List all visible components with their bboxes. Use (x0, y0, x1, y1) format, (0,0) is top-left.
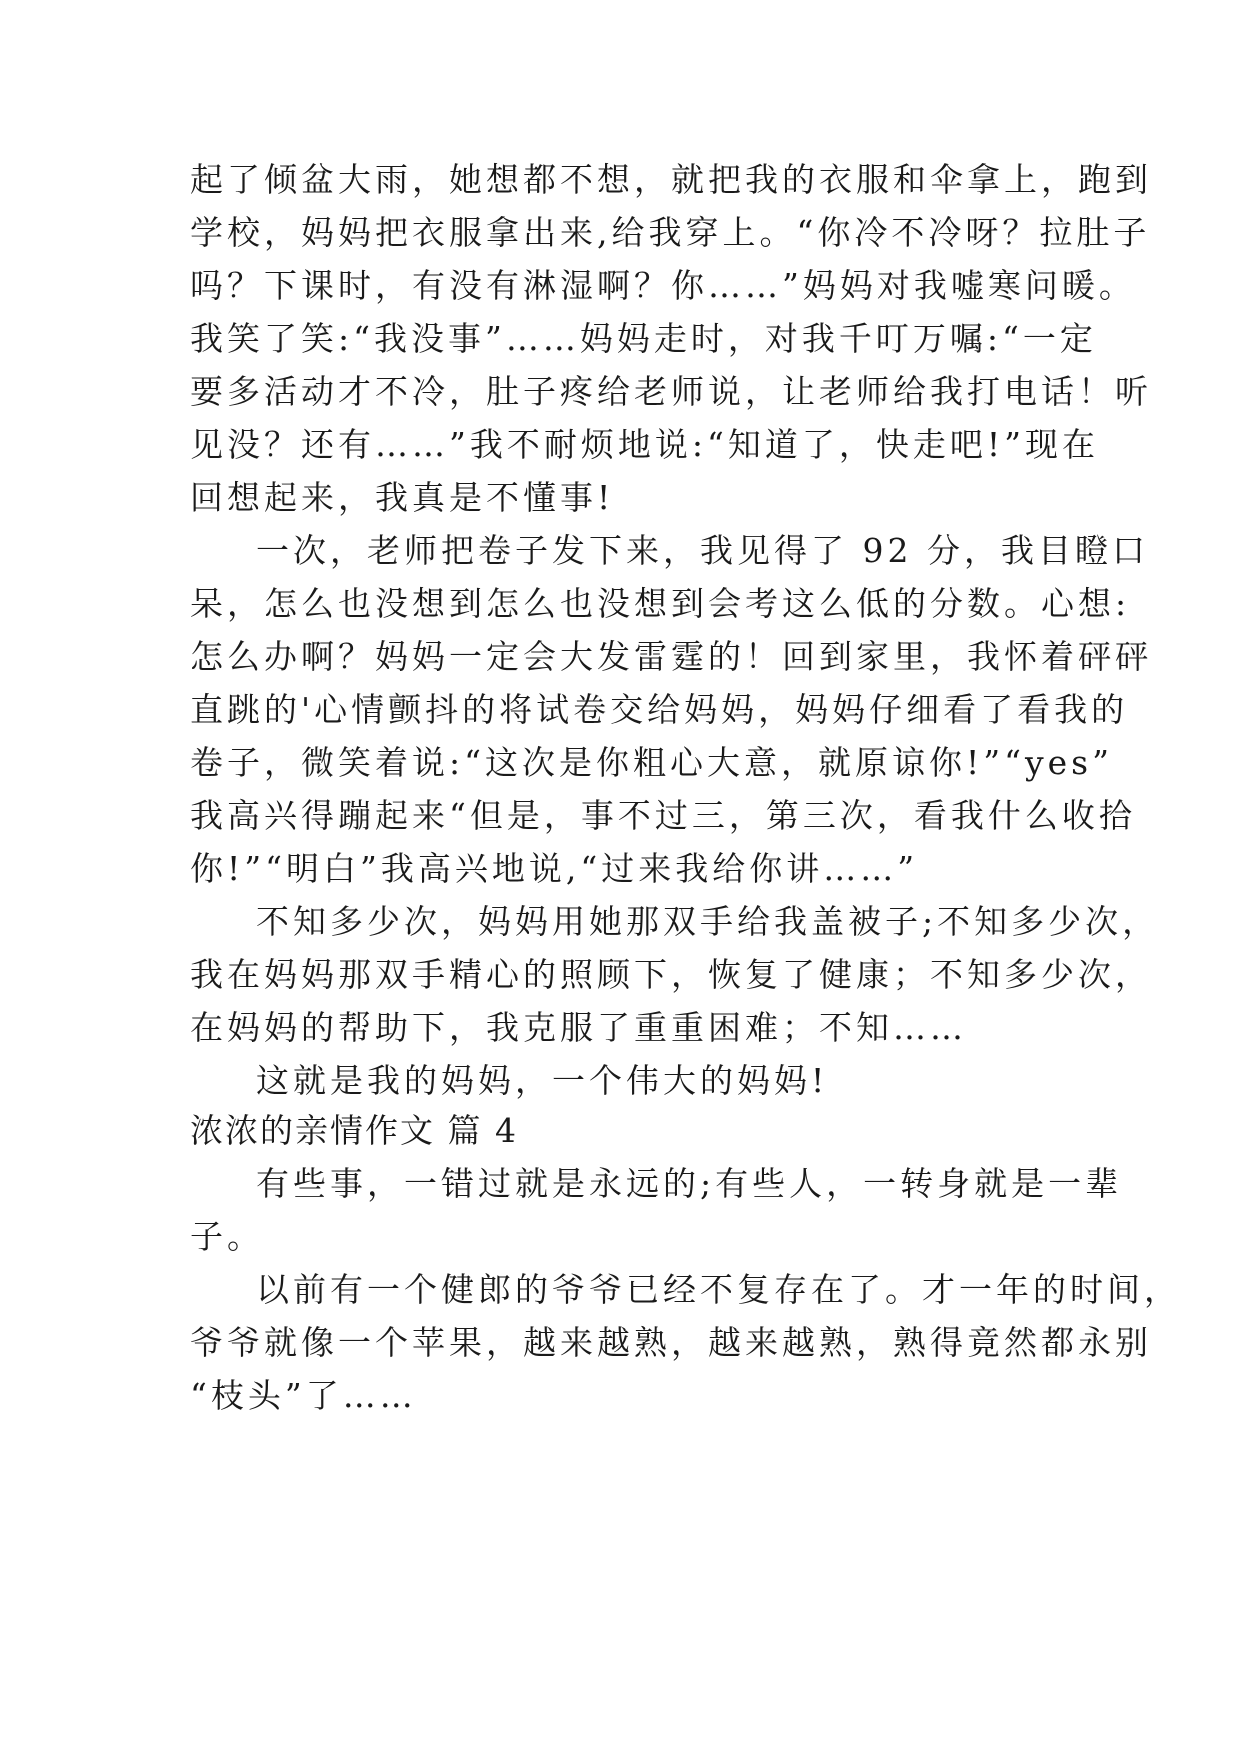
paragraph-line: 卷子，微笑着说:“这次是你粗心大意，就原谅你!”“yes” (190, 743, 1113, 782)
paragraph-first-line: 一次，老师把卷子发下来，我见得了 92 分，我目瞪口 (256, 531, 1149, 570)
section-heading: 浓浓的亲情作文 篇 4 (190, 1111, 518, 1150)
paragraph-first-line: 有些事，一错过就是永远的;有些人，一转身就是一辈 (256, 1164, 1123, 1203)
paragraph-line: “枝头”了…… (190, 1376, 417, 1415)
paragraph-line: 要多活动才不冷，肚子疼给老师说，让老师给我打电话！听 (190, 372, 1152, 411)
paragraph-line: 呆，怎么也没想到怎么也没想到会考这么低的分数。心想: (190, 584, 1131, 623)
paragraph-line: 我高兴得蹦起来“但是，事不过三，第三次，看我什么收拾 (190, 796, 1136, 835)
paragraph-line: 爷爷就像一个苹果，越来越熟，越来越熟，熟得竟然都永别 (190, 1323, 1152, 1362)
paragraph-line: 吗？下课时，有没有淋湿啊？你……”妈妈对我嘘寒问暖。 (190, 266, 1136, 305)
paragraph-line: 起了倾盆大雨，她想都不想，就把我的衣服和伞拿上，跑到 (190, 160, 1152, 199)
paragraph-line: 我在妈妈那双手精心的照顾下，恢复了健康；不知多少次， (190, 955, 1152, 994)
paragraph-first-line: 以前有一个健郎的爷爷已经不复存在了。才一年的时间， (256, 1270, 1181, 1309)
paragraph-first-line: 这就是我的妈妈，一个伟大的妈妈! (256, 1061, 829, 1100)
paragraph-line: 你!”“明白”我高兴地说,“过来我给你讲……” (190, 849, 919, 888)
paragraph-line: 在妈妈的帮助下，我克服了重重困难；不知…… (190, 1008, 967, 1047)
paragraph-line: 直跳的'心情颤抖的将试卷交给妈妈，妈妈仔细看了看我的 (190, 690, 1129, 729)
paragraph-first-line: 不知多少次，妈妈用她那双手给我盖被子;不知多少次， (256, 902, 1160, 941)
paragraph-line: 子。 (190, 1217, 264, 1256)
paragraph-line: 回想起来，我真是不懂事! (190, 478, 615, 517)
paragraph-line: 怎么办啊？妈妈一定会大发雷霆的！回到家里，我怀着砰砰 (190, 637, 1152, 676)
paragraph-line: 见没？还有……”我不耐烦地说:“知道了，快走吧!”现在 (190, 425, 1099, 464)
paragraph-line: 我笑了笑:“我没事”……妈妈走时，对我千叮万嘱:“一定 (190, 319, 1097, 358)
paragraph-line: 学校，妈妈把衣服拿出来,给我穿上。“你冷不冷呀？拉肚子 (190, 213, 1151, 252)
